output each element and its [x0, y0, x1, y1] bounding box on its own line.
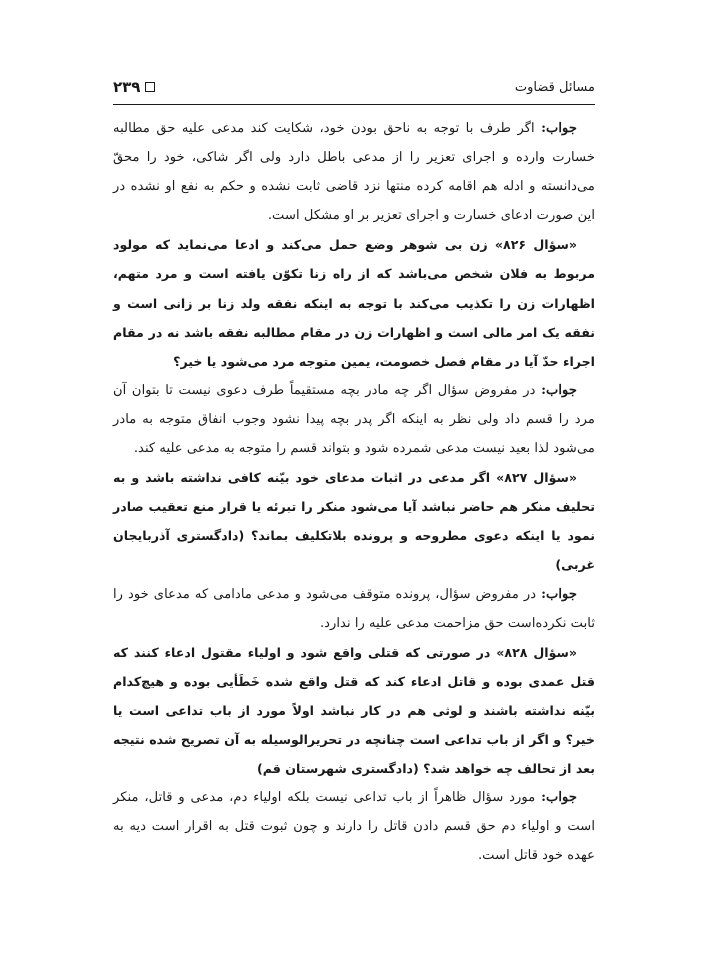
question-text: زن بی شوهر وضع حمل می‌کند و ادعا می‌نماید که مولود مربوط به فلان شخص می‌باشد که از راه زنا تکوّن یافته است و مرد متهم، اظهارات زن را تکذیب می‌کند با توجه به اینکه نفقه ولد زنا بر زانی است و نفقه یک امر مالی است و اظهارات زن در مقام مطالبه نفقه باشد نه در مقام اجراء حدّ آیا در مقام فصل خصومت، یمین متوجه مرد می‌شود یا خیر؟ — [113, 237, 595, 369]
page-number: ۲۳۹ — [113, 78, 141, 96]
answer-label: جواب: — [541, 121, 577, 136]
question-text: اگر مدعی در اثبات مدعای خود بیّنه کافی نداشته باشد و به تحلیف منکر هم حاضر نباشد آیا می‌شود منکر را تبرئه یا قرار منع تعقیب صادر نمود یا اینکه دعوی مطروحه و پرونده بلاتکلیف بماند؟ (دادگستری آذربایجان غربی) — [113, 470, 595, 573]
page-number-group — [113, 78, 155, 96]
running-title: مسائل قضاوت — [514, 80, 595, 95]
answer-paragraph — [113, 376, 595, 463]
answer-text: در مفروض سؤال، پرونده متوقف می‌شود و مدعی مادامی که مدعای خود را ثابت نکرده‌است حق مزاحمت مدعی علیه را ندارد. — [113, 586, 595, 631]
answer-label: جواب: — [541, 382, 577, 398]
question-paragraph — [113, 638, 595, 783]
answer-label: جواب: — [541, 790, 577, 806]
page-header — [113, 78, 595, 100]
question-paragraph — [113, 230, 595, 375]
question-paragraph — [113, 463, 595, 579]
page-body — [113, 114, 595, 870]
question-label: «سؤال ۸۲۷» — [496, 470, 577, 486]
answer-paragraph — [113, 114, 595, 230]
question-text: در صورتی که قتلی واقع شود و اولیاء مقتول ادعاء کنند که قتل عمدی بوده و قاتل ادعاء کند که قتل واقع شده خَطَأیی بوده و هیچ‌کدام بیّنه نداشته باشند و لوثی هم در کار نباشد اولاً مورد از باب تداعی است یا خیر؟ و اگر از باب تداعی است چنانچه در تحریرالوسیله به آن تصریح شده نتیجه بعد از تحالف چه خواهد شد؟ (دادگستری شهرستان قم) — [113, 644, 595, 777]
square-ornament-icon — [145, 82, 155, 92]
question-label: «سؤال ۸۲۶» — [494, 237, 577, 253]
answer-text: در مفروض سؤال اگر چه مادر بچه مستقیماً طرف دعوی نیست تا بتوان آن مرد را قسم داد ولی نظر به اینکه اگر پدر بچه پیدا نشود وجوب انفاق متوجه به مادر می‌شود لذا بعید نیست مدعی شمرده شود و بتواند قسم را متوجه به مدعی علیه کند. — [113, 382, 595, 457]
question-label: «سؤال ۸۲۸» — [496, 644, 577, 660]
answer-label: جواب: — [541, 586, 577, 602]
answer-text: اگر طرف با توجه به ناحق بودن خود، شکایت کند مدعی علیه حق مطالبه خسارت وارده و اجرای تعزیر را از مدعی باطل دارد ولی اگر شاکی، خود را محقّ می‌دانسته و ادله هم اقامه کرده منتها نزد قاضی ثابت نشده و حکم به نفع او نشده در این صورت ادعای خسارت و اجرای تعزیر بر او مشکل است. — [113, 121, 595, 224]
answer-paragraph — [113, 580, 595, 638]
header-rule — [113, 104, 595, 105]
answer-paragraph — [113, 783, 595, 870]
answer-text: مورد سؤال ظاهراً از باب تداعی نیست بلکه اولیاء دم، مدعی و قاتل، منکر است و اولیاء دم حق قسم دادن قاتل را دارند و چون ثبوت قتل به اقرار است دیه به عهده خود قاتل است. — [113, 790, 595, 864]
